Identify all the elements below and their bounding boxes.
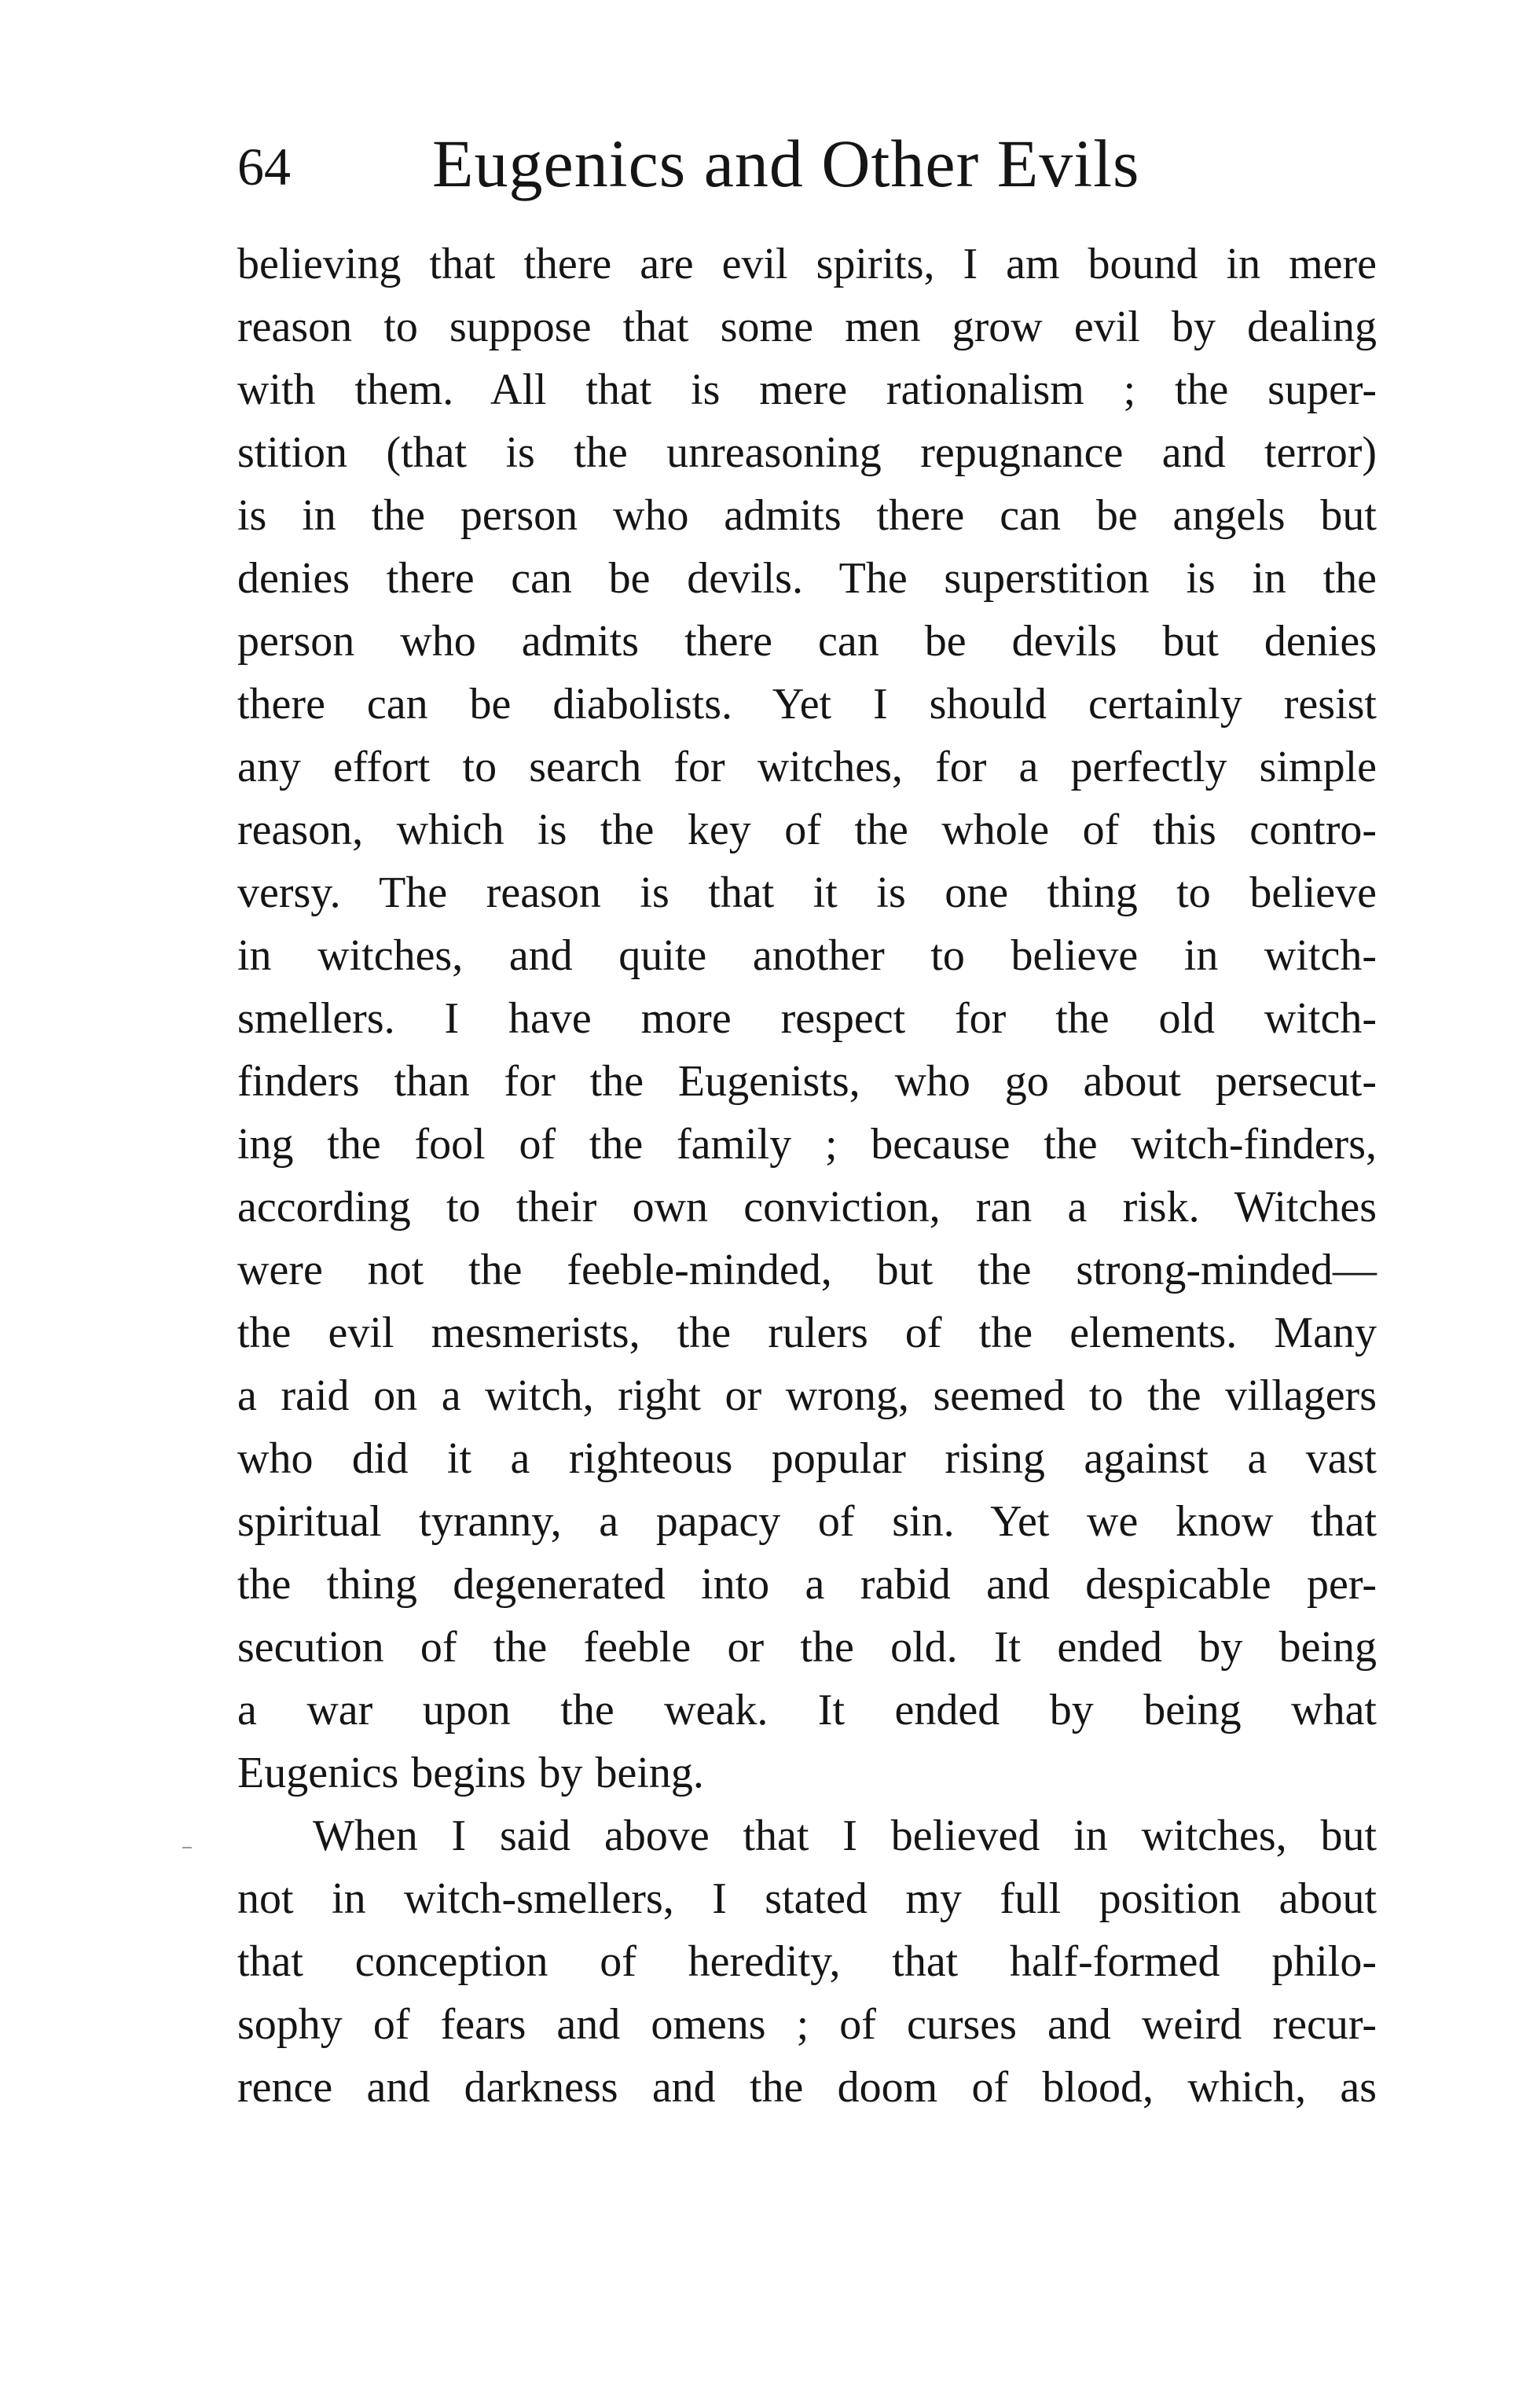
text-line: in witches, and quite another to believe in witch- (237, 931, 1377, 980)
text-line: sophy of fears and omens ; of curses and weird recur- (237, 2000, 1377, 2049)
paragraph-1 (237, 233, 1377, 1804)
text-line: with them. All that is mere rationalism ; the super- (237, 365, 1377, 414)
text-line: secution of the feeble or the old. It ended by being (237, 1623, 1377, 1672)
page-number: 64 (237, 137, 291, 196)
text-line: were not the feeble-minded, but the strong-minded— (237, 1246, 1377, 1294)
text-line: person who admits there can be devils but denies (237, 617, 1377, 666)
text-line: finders than for the Eugenists, who go about persecut- (237, 1057, 1377, 1106)
body-text (237, 233, 1377, 2119)
margin-mark (182, 1847, 192, 1848)
paragraph-2 (237, 1804, 1377, 2119)
text-line: who did it a righteous popular rising against a vast (237, 1434, 1377, 1483)
text-line: versy. The reason is that it is one thing to believe (237, 868, 1377, 917)
text-line: When I said above that I believed in witches, but (313, 1812, 1377, 1860)
text-line: there can be diabolists. Yet I should certainly resist (237, 680, 1377, 729)
text-line: believing that there are evil spirits, I am bound in mere (237, 240, 1377, 288)
text-line: reason to suppose that some men grow evil by dealing (237, 303, 1377, 351)
text-line: smellers. I have more respect for the old witch- (237, 994, 1377, 1043)
text-line: ing the fool of the family ; because the witch-finders, (237, 1120, 1377, 1169)
text-line: stition (that is the unreasoning repugnance and terror) (237, 428, 1377, 477)
running-head (237, 124, 1377, 203)
text-line: that conception of heredity, that half-formed philo- (237, 1937, 1377, 1986)
text-line: is in the person who admits there can be angels but (237, 491, 1377, 540)
text-line: the evil mesmerists, the rulers of the elements. Many (237, 1309, 1377, 1357)
text-line: Eugenics begins by being. (237, 1749, 704, 1797)
text-line: a war upon the weak. It ended by being what (237, 1686, 1377, 1734)
text-line: any effort to search for witches, for a perfectly simple (237, 743, 1377, 791)
text-line: spiritual tyranny, a papacy of sin. Yet we know that (237, 1497, 1377, 1546)
text-line: denies there can be devils. The superstition is in the (237, 554, 1377, 603)
text-line: rence and darkness and the doom of blood, which, as (237, 2063, 1377, 2112)
text-line: reason, which is the key of the whole of this contro- (237, 806, 1377, 854)
text-line: according to their own conviction, ran a risk. Witches (237, 1183, 1377, 1232)
text-line: a raid on a witch, right or wrong, seemed to the villagers (237, 1371, 1377, 1420)
text-line: not in witch-smellers, I stated my full position about (237, 1874, 1377, 1923)
book-title: Eugenics and Other Evils (432, 126, 1140, 201)
text-line: the thing degenerated into a rabid and despicable per- (237, 1560, 1377, 1609)
